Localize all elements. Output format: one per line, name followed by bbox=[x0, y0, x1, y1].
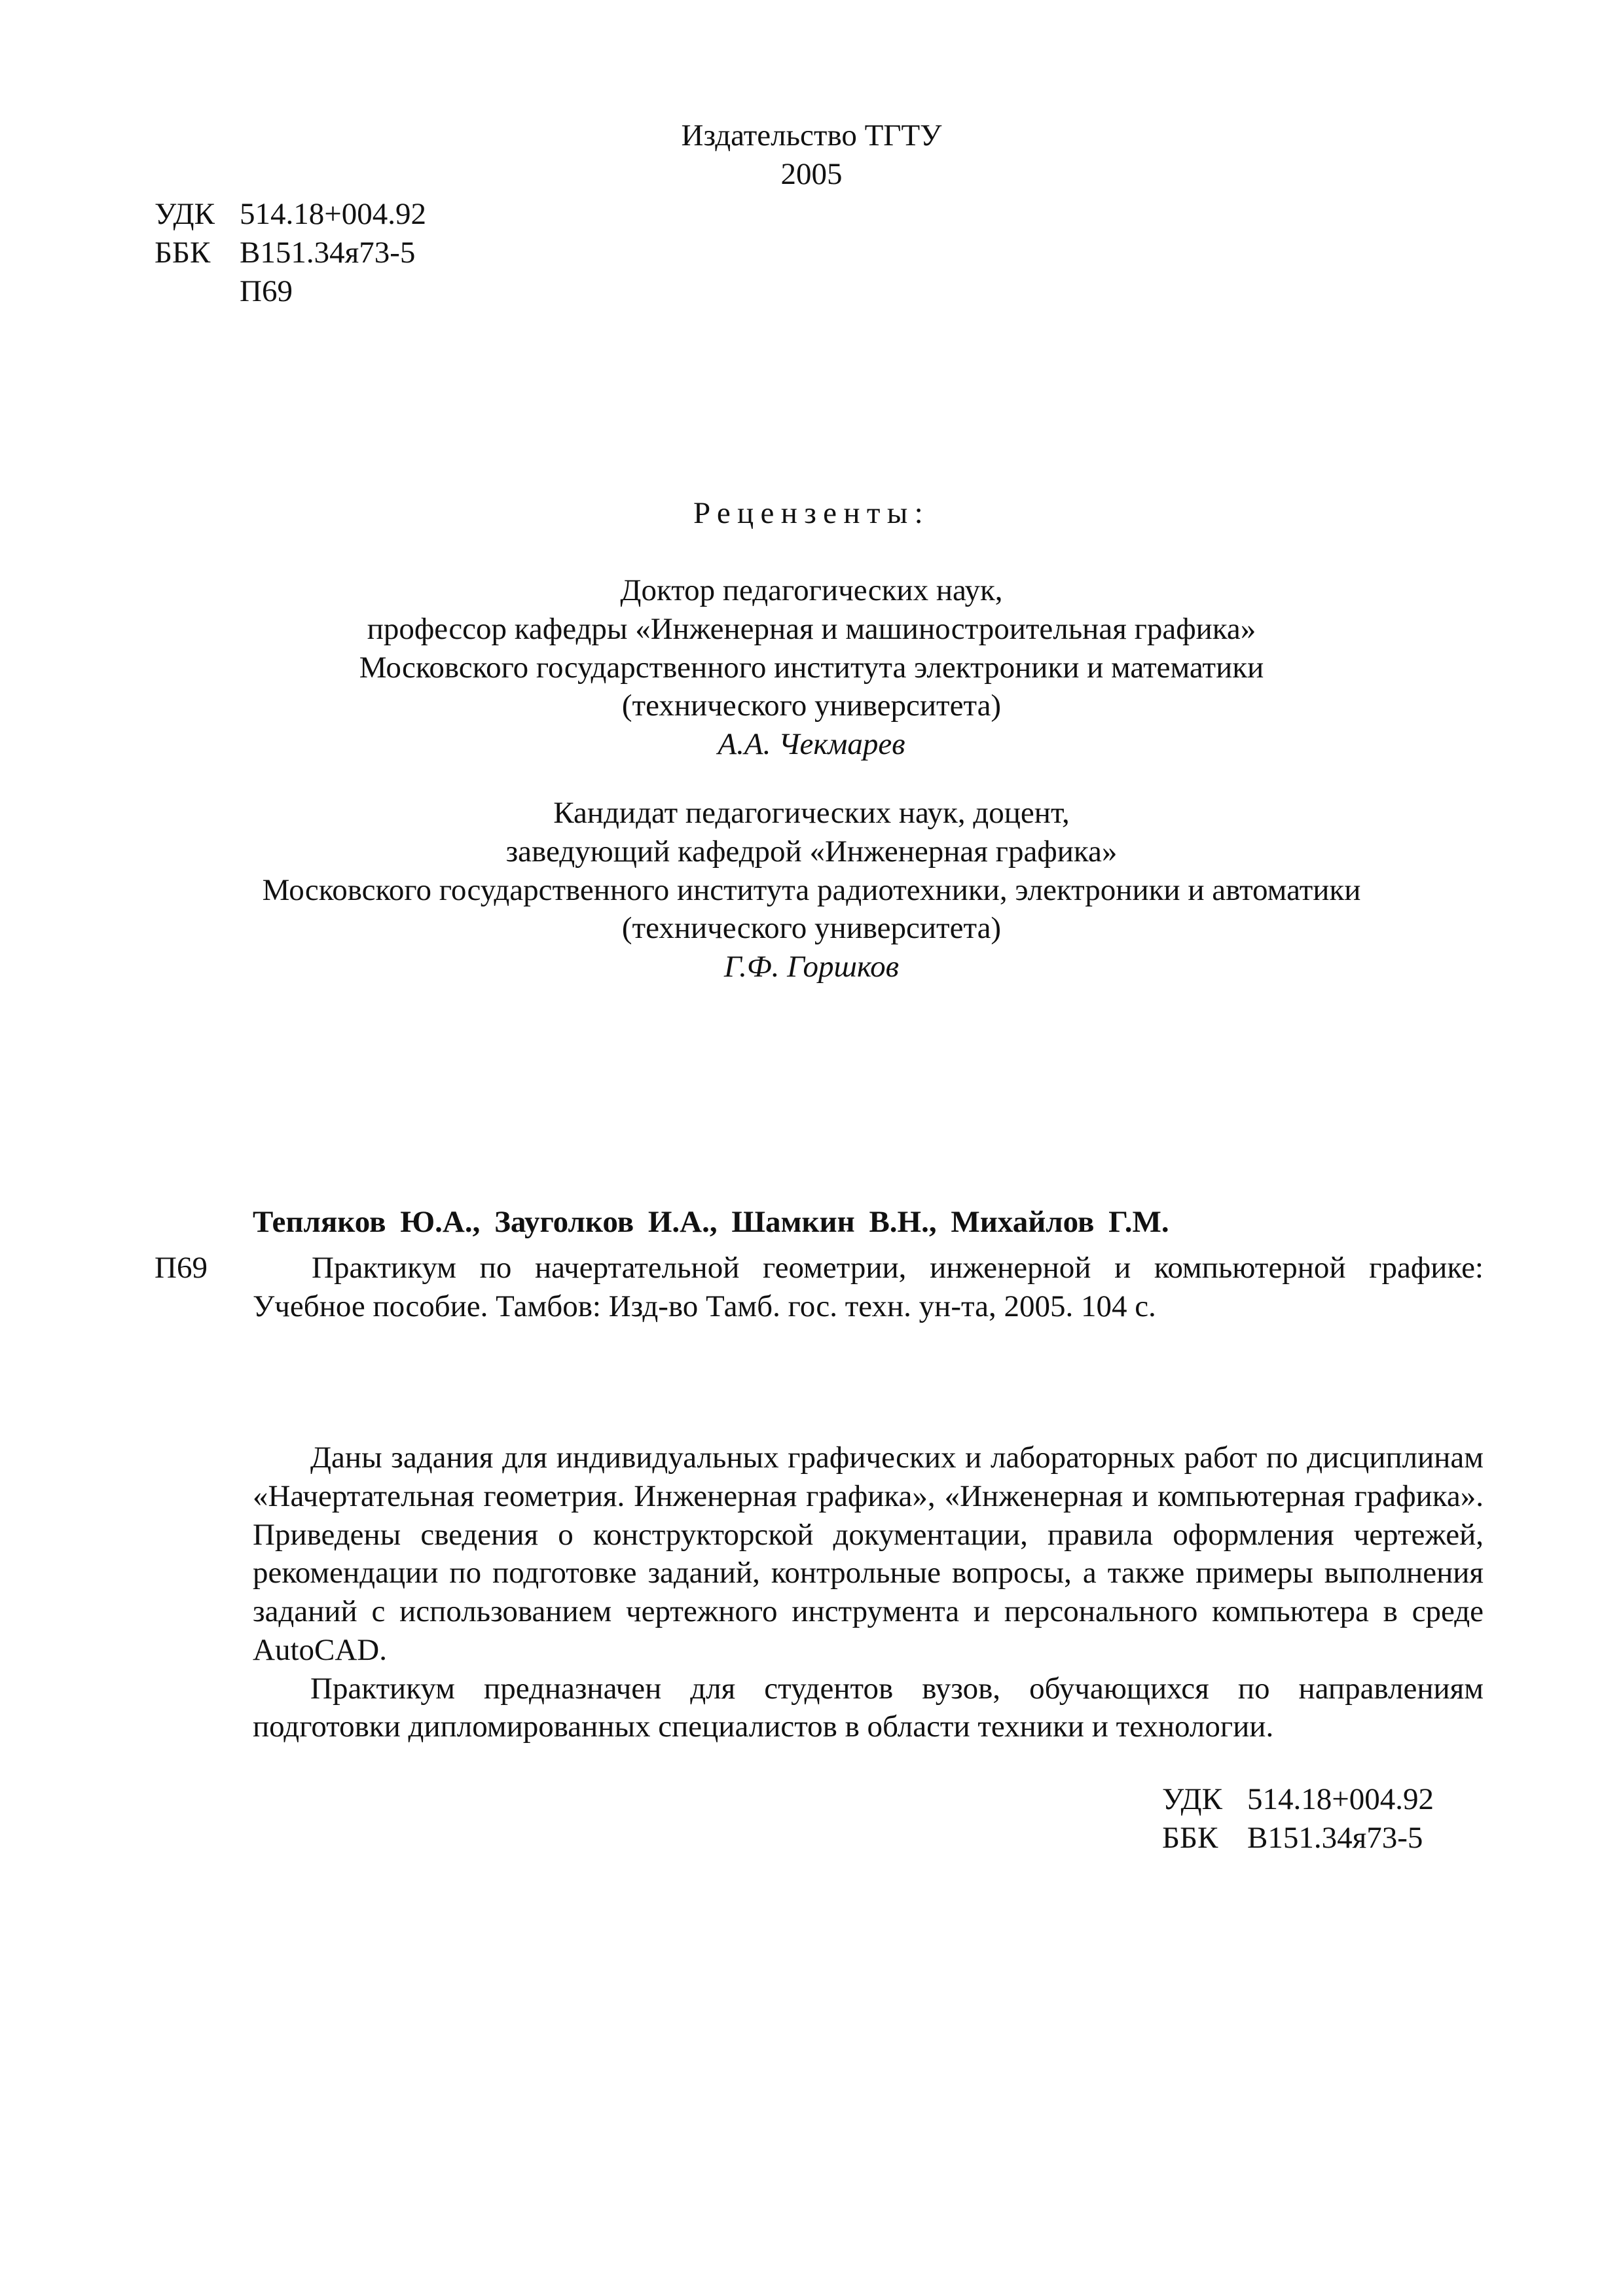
authors-line: Тепляков Ю.А., Зауголков И.А., Шамкин В.Н., Михайлов Г.М. bbox=[253, 1205, 1169, 1239]
reviewer-second-line-3: Московского государственного института радиотехники, электроники и автоматики bbox=[262, 872, 1361, 907]
reviewer-first-line-3: Московского государственного института электроники и математики bbox=[359, 650, 1264, 685]
reviewers-heading: Рецензенты: bbox=[693, 496, 930, 530]
reviewer-second bbox=[0, 794, 1623, 986]
classification-codes-top bbox=[155, 195, 426, 310]
abstract-paragraph-1: Даны задания для индивидуальных графических и лабораторных работ по дисциплинам «Начертательная геометрия. Инженерная графика», «Инженерная и компьютерная графика». Приведены сведения о конструкторской документации, правила оформления чертежей, рекомендации по подготовке заданий, контрольные вопросы, а также примеры выполнения заданий с использованием чертежного инструмента и персонального компьютера в среде AutoCAD. bbox=[253, 1441, 1484, 1667]
bbk-row-bottom bbox=[1162, 1819, 1434, 1857]
abstract bbox=[253, 1439, 1484, 1746]
bbk-label-bottom: ББК bbox=[1162, 1820, 1218, 1855]
bibliography-code: П69 bbox=[155, 1251, 208, 1285]
reviewer-second-name: Г.Ф. Горшков bbox=[723, 950, 900, 984]
udk-label: УДК bbox=[155, 197, 215, 231]
bbk-label: ББК bbox=[155, 235, 211, 270]
bbk-value-bottom: В151.34я73-5 bbox=[1247, 1820, 1423, 1855]
udk-value-bottom: 514.18+004.92 bbox=[1247, 1782, 1434, 1816]
bibliography-description bbox=[253, 1249, 1484, 1326]
reviewer-first-line-4: (технического университета) bbox=[621, 689, 1002, 723]
classification-codes-bottom bbox=[1162, 1780, 1434, 1857]
publisher-year: 2005 bbox=[780, 156, 843, 191]
bibliography-title-line: Практикум по начертательной геометрии, инженерной и компьютерной графике: bbox=[312, 1251, 1484, 1285]
bibliography-imprint-line: Учебное пособие. Тамбов: Изд-во Тамб. гос. техн. ун-та, 2005. 104 с. bbox=[253, 1289, 1156, 1323]
udk-label-bottom: УДК bbox=[1162, 1782, 1222, 1816]
udk-row-bottom bbox=[1162, 1780, 1434, 1819]
abstract-paragraph-2: Практикум предназначен для студентов вузов, обучающихся по направлениям подготовки дипломированных специалистов в области техники и технологии. bbox=[253, 1671, 1484, 1744]
reviewer-first-line-1: Доктор педагогических наук, bbox=[620, 573, 1003, 607]
bbk-row bbox=[155, 234, 426, 272]
publisher-block bbox=[0, 117, 1623, 194]
bbk-value: В151.34я73-5 bbox=[240, 235, 416, 270]
author-mark: П69 bbox=[240, 274, 293, 308]
reviewer-first bbox=[0, 571, 1623, 764]
udk-value: 514.18+004.92 bbox=[240, 197, 427, 231]
reviewer-second-line-4: (технического университета) bbox=[621, 911, 1002, 946]
reviewer-first-name: А.А. Чекмарев bbox=[718, 727, 905, 761]
reviewer-second-line-1: Кандидат педагогических наук, доцент, bbox=[553, 796, 1070, 830]
publisher-name: Издательство ТГТУ bbox=[681, 118, 942, 152]
reviewer-second-line-2: заведующий кафедрой «Инженерная графика» bbox=[505, 834, 1118, 869]
reviewer-first-line-2: профессор кафедры «Инженерная и машиностроительная графика» bbox=[367, 611, 1256, 646]
udk-row bbox=[155, 195, 426, 234]
